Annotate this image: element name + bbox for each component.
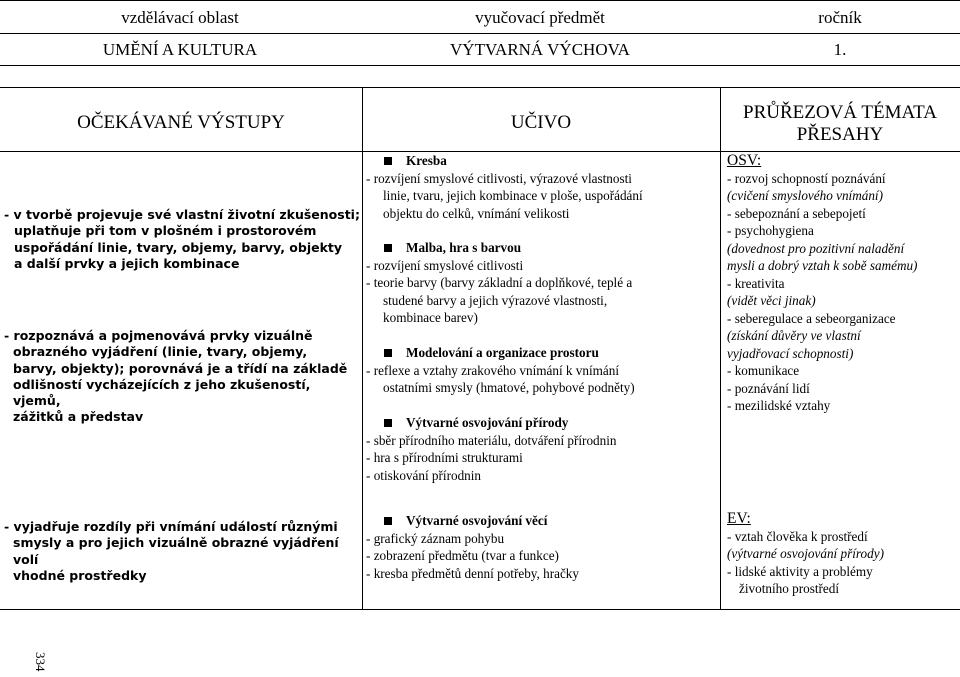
main-top-border xyxy=(0,87,960,88)
curriculum-heading: Výtvarné osvojování věcí xyxy=(366,512,718,530)
curriculum-heading: Malba, hra s barvou xyxy=(366,239,718,257)
header-label-subject: vyučovací předmět xyxy=(475,8,605,27)
curriculum-veci: Výtvarné osvojování věcí - grafický záznam pohybu - zobrazení předmětu (tvar a funkce) - kresba předmětů denní potřeby, hračky xyxy=(366,512,718,582)
outcome-line: odlišností vycházejících z jeho zkušeností, vjemů, xyxy=(13,376,311,409)
outcome-line: vhodné prostředky xyxy=(13,567,147,583)
header-row-divider xyxy=(0,33,960,34)
bullet-square-icon xyxy=(384,157,392,165)
outcome-line: obrazného vyjádření (linie, tvary, objemy, xyxy=(13,344,308,360)
curriculum-modelovani: Modelování a organizace prostoru - reflexe a vztahy zrakového vnímání k vnímání ostatními smysly (hmatové, pohybové podněty) xyxy=(366,344,718,397)
column-heading-themes-line1: PRŮŘEZOVÁ TÉMATA xyxy=(743,102,937,123)
outcome-line: a další prvky a jejich kombinace xyxy=(14,255,240,271)
curriculum-heading: Kresba xyxy=(366,152,718,170)
outcome-line: - v tvorbě projevuje své vlastní životní zkušenosti; xyxy=(4,207,360,222)
outcome-line: zážitků a představ xyxy=(13,409,144,425)
outcome-line: uplatňuje při tom v plošném i prostorovém xyxy=(14,223,317,239)
outcome-line: smysly a pro jejich vizuálně obrazné vyjádření volí xyxy=(13,535,339,567)
outcome-2 xyxy=(4,328,360,426)
bullet-square-icon xyxy=(384,349,392,357)
outcome-line: - vyjadřuje rozdíly při vnímání událostí různými xyxy=(4,519,338,534)
page-number: 334 xyxy=(33,652,48,672)
curriculum-kresba: Kresba - rozvíjení smyslové citlivosti, výrazové vlastnosti linie, tvaru, jejich kombinace v ploše, uspořádání objektu do celků, vnímání velikosti xyxy=(366,152,718,222)
outcome-3 xyxy=(4,519,360,584)
outcome-1 xyxy=(4,207,360,272)
header-bottom-border xyxy=(0,65,960,66)
theme-label-osv: OSV: xyxy=(727,152,762,169)
themes-osv: OSV: - rozvoj schopností poznávání (cvičení smyslového vnímání) - sebepoznání a sebepojetí - psychohygiena (dovednost pro pozitivní naladění mysli a dobrý vztah k sobě samému) - kreativita (vidět věci jinak) - seberegulace a sebeorganizace (získání důvěry ve vlastní vyjadřovací schopnosti) - komunikace - poznávání lidí - mezilidské vztahy xyxy=(727,152,959,415)
bullet-square-icon xyxy=(384,419,392,427)
column-heading-themes-line2: PŘESAHY xyxy=(796,124,884,145)
bullet-square-icon xyxy=(384,517,392,525)
column-heading-curriculum: UČIVO xyxy=(510,112,572,133)
header-value-subject: VÝTVARNÁ VÝCHOVA xyxy=(450,40,630,59)
header-value-grade: 1. xyxy=(833,40,847,59)
main-bottom-border xyxy=(0,609,960,610)
curriculum-malba: Malba, hra s barvou - rozvíjení smyslové citlivosti - teorie barvy (barvy základní a doplňkové, teplé a studené barvy a jejich výrazové vlastnosti, kombinace barev) xyxy=(366,239,718,327)
bullet-square-icon xyxy=(384,244,392,252)
header-label-grade: ročník xyxy=(818,8,862,27)
column-heading-themes xyxy=(720,102,960,146)
outcome-line: uspořádání linie, tvary, objemy, barvy, objekty xyxy=(14,239,343,255)
curriculum-heading: Modelování a organizace prostoru xyxy=(366,344,718,362)
column-divider-2 xyxy=(720,87,721,610)
header-label-area: vzdělávací oblast xyxy=(121,8,239,27)
outcome-line: - rozpoznává a pojmenovává prvky vizuálně xyxy=(4,328,313,343)
theme-label-ev: EV: xyxy=(727,510,751,527)
themes-ev: EV: - vztah člověka k prostředí (výtvarné osvojování přírody) - lidské aktivity a problémy životního prostředí xyxy=(727,510,959,598)
header-value-area: UMĚNÍ A KULTURA xyxy=(102,40,258,59)
column-heading-outcomes: OČEKÁVANÉ VÝSTUPY xyxy=(77,112,285,133)
column-divider-1 xyxy=(362,87,363,610)
curriculum-heading: Výtvarné osvojování přírody xyxy=(366,414,718,432)
table-top-border xyxy=(0,0,960,1)
outcome-line: barvy, objekty); porovnává je a třídí na základě xyxy=(13,360,348,376)
curriculum-priroda: Výtvarné osvojování přírody - sběr přírodního materiálu, dotváření přírodnin - hra s přírodními strukturami - otiskování přírodnin xyxy=(366,414,718,484)
